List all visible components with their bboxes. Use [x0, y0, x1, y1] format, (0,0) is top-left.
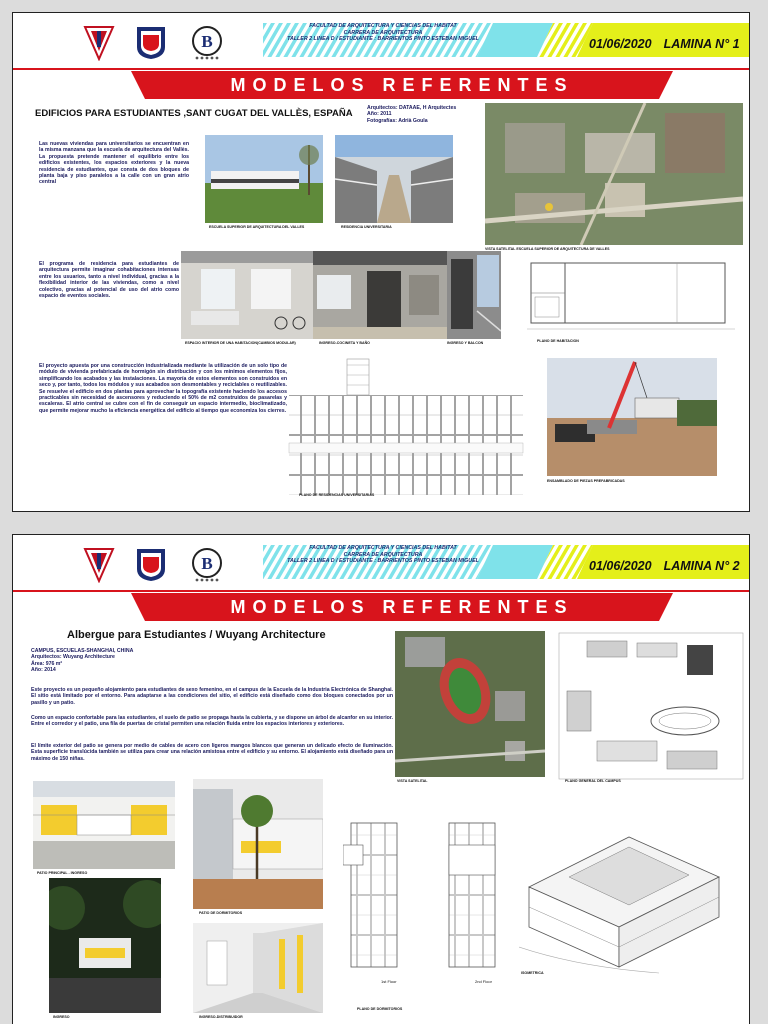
caption-dormitory-courtyard: PATIO DE DORMITORIOS	[199, 911, 243, 915]
drawing-isometric	[519, 797, 745, 977]
faculty-shield-icon	[135, 547, 167, 583]
paragraph-3: El proyecto apuesta por una construcción industrializada mediante la utilización de un solo tipo de módulo de vivienda prefabricada de hormigón sin distribución y con los mínimos elementos fijos, simplificando los acabados y las instalaciones. La mayoría de estos elementos son construidos en seco y, por tanto, todos los módulos y sus acabados son desmontables y reciclables o reutilizables. Se resuelve el edificio en dos plantas para aprovechar la topografía existente haciendo los accesos practicables sin necesidad de ascensores y reduciendo el 50% de m2 construidos de pasarelas y escaleras. El atrio central se cubre con el fin de conseguir un espacio intermedio, bioclimatizado, que permite mejorar mucho la eficiencia energética del edificio al tiempo que economiza los cierres.	[39, 363, 287, 414]
caption-school: ESCUELA SUPERIOR DE ARQUITECTURA DEL VALLES	[209, 225, 305, 229]
caption-campus-plan: PLANO GENERAL DEL CAMPUS	[565, 779, 621, 783]
meta-photos: Fotografías: Adrià Goula	[367, 117, 428, 124]
svg-text:B: B	[201, 554, 213, 573]
lamina-number: LAMINA N° 2	[663, 559, 740, 573]
caption-kitchen: INGRESO-COCINETA Y BAÑO	[319, 341, 370, 345]
caption-balcony: INGRESO Y BALCON	[447, 341, 484, 345]
caption-residence-plan: PLANO DE RESIDENCIAS UNIVERSITARIAS	[299, 493, 375, 497]
header-institution	[273, 545, 493, 565]
photo-hall-distributor	[193, 923, 323, 1013]
caption-entrance: INGRESO	[53, 1015, 70, 1019]
red-rule	[13, 590, 750, 592]
university-shield-icon	[83, 25, 115, 61]
drawing-residence-plan	[287, 355, 527, 495]
lamina-number: LAMINA N° 1	[663, 37, 740, 51]
caption-isometric: ISOMETRICA	[521, 971, 544, 975]
photo-kitchen-bath	[313, 251, 447, 339]
caption-hall: INGRESO-DISTRIBUIDOR	[199, 1015, 243, 1019]
student-line: TALLER 2 LINEA D / ESTUDIANTE : BARRIENTOS PINTO ESTEBAN MIGUEL	[287, 558, 479, 564]
meta-year: Año: 2014	[31, 666, 56, 673]
label-1st-floor: 1st Floor	[381, 979, 397, 984]
meta-architects: Arquitectos: DATAAE, H Arquitectes	[367, 105, 457, 111]
lamina-1	[12, 12, 750, 512]
caption-residence: RESIDENCIA UNIVERSITARIA	[341, 225, 392, 229]
meta-area: Área: 976 m²	[31, 660, 63, 667]
meta-year: Año: 2011	[367, 111, 392, 118]
banner-title: MODELOS REFERENTES	[230, 75, 574, 95]
faculty-shield-icon	[135, 25, 167, 61]
career-b-logo-icon	[191, 547, 223, 583]
photo-crane-assembly	[547, 358, 717, 476]
date: 01/06/2020	[589, 559, 652, 573]
photo-entrance	[49, 878, 161, 1013]
map-satellite-view	[395, 631, 545, 777]
drawing-campus-plan	[557, 631, 745, 781]
caption-room-plan: PLANO DE HABITACION	[537, 339, 579, 343]
project-meta	[31, 648, 133, 673]
paragraph-2: Como un espacio confortable para las estudiantes, el suelo de patio se propaga hasta la cubierta, y se dispone un árbol de alcanfor en su interior. Entre el corredor y el patio, una fila de puertas de cristal permiten una relación fluida entre los espacios interiores y exteriores.	[31, 715, 393, 728]
caption-dormitory-plan: PLANO DE DORMITORIOS	[357, 1007, 403, 1011]
project-meta	[367, 105, 456, 124]
caption-crane: ENSAMBLADO DE PIEZAS PREFABRICADAS	[547, 479, 625, 483]
faculty-name: FACULTAD DE ARQUITECTURA Y CIENCIAS DEL HABITAT	[309, 23, 457, 29]
date: 01/06/2020	[589, 37, 652, 51]
faculty-name: FACULTAD DE ARQUITECTURA Y CIENCIAS DEL HABITAT	[309, 545, 457, 551]
career-b-logo-icon	[191, 25, 223, 61]
date-lamina	[589, 559, 740, 573]
meta-location: CAMPUS, ESCUELAS-SHANGHAI, CHINA	[31, 648, 134, 654]
drawing-floor-plan-1	[343, 815, 405, 975]
drawing-room-plan	[527, 257, 735, 333]
project-heading: Albergue para Estudiantes / Wuyang Architecture	[67, 629, 326, 641]
career-name: CARRERA DE ARQUITECTURA	[343, 551, 423, 558]
photo-main-courtyard	[33, 781, 175, 869]
career-name: CARRERA DE ARQUITECTURA	[343, 29, 423, 36]
project-heading: EDIFICIOS PARA ESTUDIANTES ,SANT CUGAT DEL VALLÈS, ESPAÑA	[35, 108, 353, 119]
photo-dormitory-courtyard	[193, 779, 323, 909]
banner-title: MODELOS REFERENTES	[230, 597, 574, 617]
meta-architects: Arquitectos: Wuyang Architecture	[31, 654, 115, 661]
paragraph-3: El límite exterior del patio se genera por medio de cables de acero con ligeros mangos blancos que generan un delicado efecto de iluminación. Esta superficie translúcida también se utiliza para crear una relación amistosa entre el edificio y su entorno. El alojamiento está diseñado para un máximo de 150 niñas.	[31, 743, 393, 762]
student-line: TALLER 2 LINEA D / ESTUDIANTE : BARRIENTOS PINTO ESTEBAN MIGUEL	[287, 36, 479, 42]
university-shield-icon	[83, 547, 115, 583]
date-lamina	[589, 37, 740, 51]
caption-interior: ESPACIO INTERIOR DE UNA HABITACION(CAMBIOS MODULAR)	[185, 341, 296, 345]
photo-residence-atrium	[335, 135, 453, 223]
caption-satellite: VISTA SATELITAL ESCUELA SUPERIOR DE ARQUITECTURA DE VALLES	[485, 247, 610, 251]
photo-balcony	[447, 251, 501, 339]
lamina-2	[12, 534, 750, 1024]
photo-room-interior	[181, 251, 317, 339]
drawing-floor-plan-2	[441, 815, 503, 975]
paragraph-1: Este proyecto es un pequeño alojamiento para estudiantes de sexo femenino, en el campus de la Escuela de la Industria Electrónica de Shanghai. El sitio está limitado por el entorno. Para adaptarse a las condiciones del sitio, el edificio está diseñado como dos bloques conectados por un pasillo y un patio.	[31, 687, 393, 706]
paragraph-2: El programa de residencia para estudiantes de arquitectura permite imaginar cohabitaciones intensas entre los usuarios, tanto a nivel individual, gracias a la flexibilidad interior de las viviendas, como a nivel colectivo, gracias al potencial de uso del atrio como espacio de eventos sociales.	[39, 261, 179, 300]
red-rule	[13, 68, 750, 70]
paragraph-1: Las nuevas viviendas para universitarios se encuentran en la misma manzana que la escuela de arquitectura del Vallès. La propuesta pretende mantener el equilibrio entre los edificios existentes, los espacios exteriores y la nueva residencia de estudiantes, que consta de dos bloques de planta baja y piso paralelos a la calle con un gran atrio central	[39, 141, 189, 186]
header-institution	[273, 23, 493, 43]
map-satellite-view	[485, 103, 743, 245]
caption-satellite: VISTA SATELITAL	[397, 779, 428, 783]
label-2nd-floor: 2nd Floor	[475, 979, 492, 984]
caption-courtyard: PATIO PRINCIPAL - INGRESO	[37, 871, 88, 875]
photo-school-exterior	[205, 135, 323, 223]
svg-text:B: B	[201, 32, 213, 51]
